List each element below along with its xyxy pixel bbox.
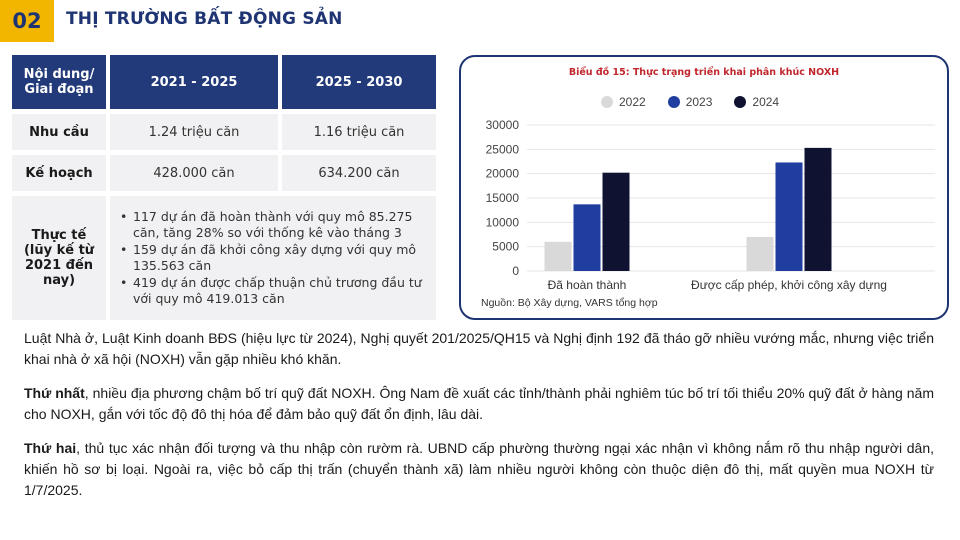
bar (603, 173, 630, 271)
chart-container (459, 55, 949, 320)
paragraph-second-issue (24, 438, 934, 501)
bar (805, 148, 832, 271)
bar (776, 162, 803, 271)
legend-swatch-2022 (601, 96, 613, 108)
legend-swatch-2024 (734, 96, 746, 108)
legend-label-2023: 2023 (685, 95, 713, 109)
legend-item-2022 (601, 95, 646, 109)
table-row (12, 155, 440, 191)
second-issue-lead: Thứ hai (24, 440, 77, 456)
y-tick-label: 5000 (492, 239, 519, 254)
legend-swatch-2023 (668, 96, 680, 108)
chart-source: Nguồn: Bộ Xây dựng, VARS tổng hợp (481, 297, 658, 309)
housing-plan-table (12, 55, 440, 325)
paragraph-intro: Luật Nhà ở, Luật Kinh doanh BĐS (hiệu lực từ 2024), Nghị quyết 201/2025/QH15 và Nghị định 192 đã tháo gỡ nhiều vướng mắc, nhưng việc triển khai nhà ở xã hội (NOXH) vẫn gặp nhiều khó khăn. (24, 330, 934, 367)
legend-label-2024: 2024 (752, 95, 780, 109)
bar (574, 204, 601, 271)
cell-plan-2025-2030: 634.200 căn (282, 155, 436, 191)
table-header-2021-2025: 2021 - 2025 (110, 55, 278, 109)
second-issue-text: , thủ tục xác nhận đối tượng và thu nhập còn rườm rà. UBND cấp phường thường ngại xác nhận vì không nắm rõ thu nhập người dân, khiến hồ sơ bị loại. Ngoài ra, việc bỏ cấp thị trấn (chuyển thành xã) làm nhiều người không còn thuộc diện đô thị, mất quyền mua NOXH từ 1/7/2025. (24, 440, 934, 498)
table-header-2025-2030: 2025 - 2030 (282, 55, 436, 109)
y-tick-label: 0 (512, 264, 519, 278)
cell-actual-details (110, 196, 436, 320)
chart-title: Biểu đồ 15: Thực trạng triển khai phân khúc NOXH (568, 67, 840, 78)
row-label-plan: Kế hoạch (12, 155, 106, 191)
legend-item-2023 (668, 95, 713, 109)
cell-demand-2025-2030: 1.16 triệu căn (282, 114, 436, 150)
body-text (24, 328, 934, 514)
section-title: THỊ TRƯỜNG BẤT ĐỘNG SẢN (66, 9, 343, 29)
table-header-content: Nội dung/ Giai đoạn (12, 55, 106, 109)
bar (747, 237, 774, 271)
y-tick-label: 30000 (485, 118, 519, 132)
table-row (12, 114, 440, 150)
table-header-row (12, 55, 440, 109)
x-tick-label: Đã hoàn thành (547, 278, 627, 292)
legend-label-2022: 2022 (619, 95, 646, 109)
chart-legend (601, 95, 779, 109)
list-item: • 419 dự án được chấp thuận chủ trương đầu tư với quy mô 419.013 căn (120, 275, 430, 308)
y-tick-label: 10000 (485, 215, 519, 230)
first-issue-text: , nhiều địa phương chậm bố trí quỹ đất NOXH. Ông Nam đề xuất các tỉnh/thành phải nghiêm túc bố trí tối thiểu 20% quỹ đất ở hàng năm cho NOXH, gắn với tốc độ đô thị hóa để đảm bảo quỹ đất ổn định, lâu dài. (24, 385, 934, 422)
paragraph-first-issue (24, 383, 934, 425)
row-label-actual: Thực tế (lũy kế từ 2021 đến nay) (12, 196, 106, 320)
cell-demand-2021-2025: 1.24 triệu căn (110, 114, 278, 150)
x-tick-label: Được cấp phép, khởi công xây dựng (691, 278, 887, 292)
table-row (12, 196, 440, 320)
actual-bullet-list (116, 209, 430, 308)
y-tick-label: 25000 (485, 142, 519, 157)
list-item: • 159 dự án đã khởi công xây dựng với quy mô 135.563 căn (120, 242, 430, 275)
y-tick-label: 15000 (485, 191, 519, 205)
first-issue-lead: Thứ nhất (24, 385, 85, 401)
legend-item-2024 (734, 95, 779, 109)
y-tick-label: 20000 (485, 166, 519, 181)
section-number: 02 (0, 0, 54, 42)
list-item: • 117 dự án đã hoàn thành với quy mô 85.275 căn, tăng 28% so với thống kê vào tháng 3 (120, 209, 430, 242)
cell-plan-2021-2025: 428.000 căn (110, 155, 278, 191)
row-label-demand: Nhu cầu (12, 114, 106, 150)
bar (545, 242, 572, 271)
